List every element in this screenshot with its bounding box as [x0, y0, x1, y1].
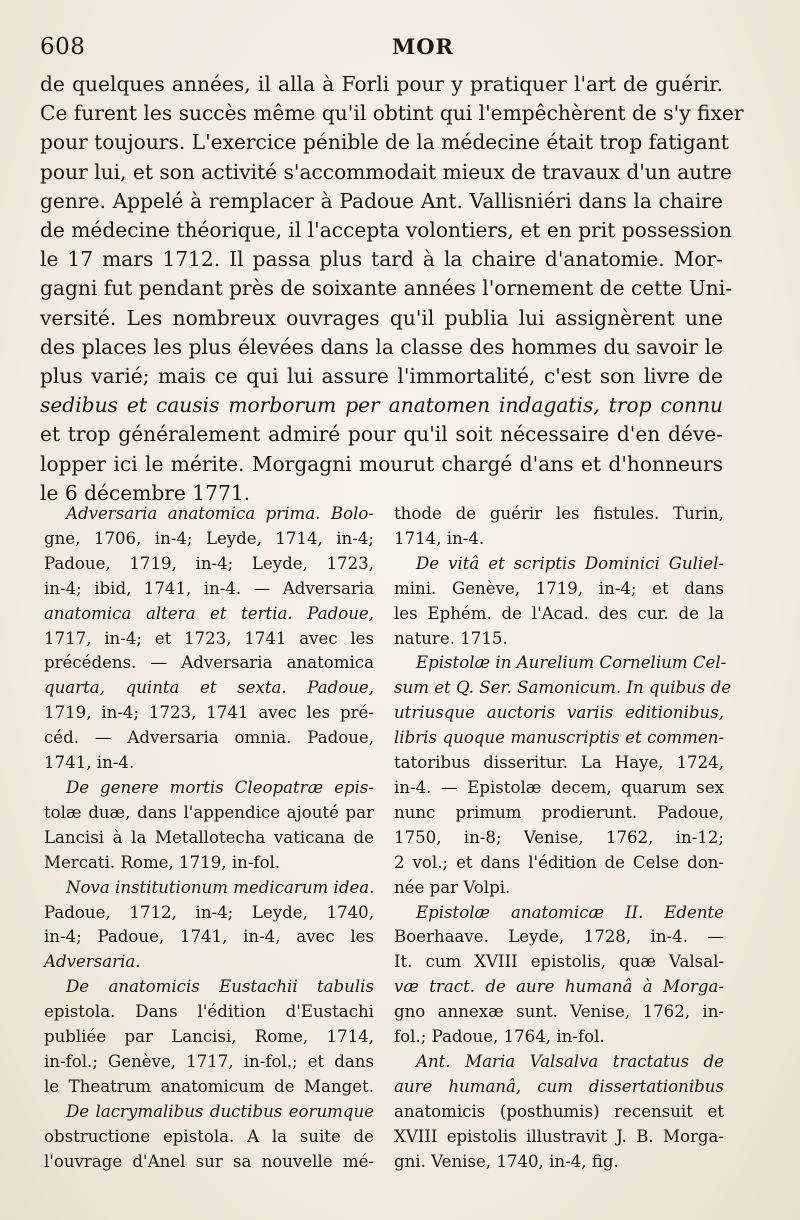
text-line: Ce furent les succès même qu'il obtint qui l'empêchèrent de s'y fixer	[40, 101, 744, 126]
page-header	[40, 34, 740, 70]
bibliography-line: in-4; ibid, 1741, in-4. — Adversaria	[44, 578, 374, 598]
text-line: le 6 décembre 1771.	[40, 480, 251, 505]
text-line: pour lui, et son activité s'accommodait mieux de travaux d'un autre	[40, 159, 732, 184]
bibliography-line: le Theatrum anatomicum de Manget.	[44, 1076, 374, 1096]
bibliography-line: fol.; Padoue, 1764, in-fol.	[394, 1027, 605, 1047]
bibliography-line: 1750, in-8; Venise, 1762, in-12;	[394, 827, 724, 847]
bibliography-line: Lancisi à la Metallotecha vaticana de	[44, 827, 374, 847]
bibliography-line: tolæ duæ, dans l'appendice ajouté par	[44, 802, 374, 822]
bibliography-line: tatoribus disseritur. La Haye, 1724,	[394, 753, 724, 773]
bibliography-line: Adversaria.	[44, 952, 141, 972]
bibliography-line: utriusque auctoris variis editionibus,	[394, 703, 724, 723]
bibliography-line: 1741, in-4.	[44, 753, 135, 773]
bibliography-line: De genere mortis Cleopatræ epis-	[66, 777, 374, 797]
text-line: lopper ici le mérite. Morgagni mourut chargé d'ans et d'honneurs	[40, 451, 723, 476]
bibliography-line: née par Volpi.	[394, 877, 511, 897]
text-line: versité. Les nombreux ouvrages qu'il publia lui assignèrent une	[40, 305, 723, 330]
biography-paragraph	[40, 70, 744, 508]
bibliography-line: 2 vol.; et dans l'édition de Celse don-	[394, 852, 724, 872]
bibliography-right-column	[394, 502, 732, 1174]
bibliography-line: Epistolæ anatomicæ II. Edente	[416, 902, 724, 922]
bibliography-line: gno annexæ sunt. Venise, 1762, in-	[394, 1002, 724, 1022]
bibliography-line: céd. — Adversaria omnia. Padoue,	[44, 728, 374, 748]
text-line: de quelques années, il alla à Forli pour y pratiquer l'art de guérir.	[40, 72, 723, 96]
bibliography-line: 1714, in-4.	[394, 528, 485, 548]
text-line: des places les plus élevées dans la classe des hommes du savoir le	[40, 334, 723, 359]
bibliography-line: 1719, in-4; 1723, 1741 avec les pré-	[44, 703, 374, 723]
bibliography-line: Padoue, 1719, in-4; Leyde, 1723,	[44, 553, 374, 573]
bibliography-line: nunc primum prodierunt. Padoue,	[394, 802, 724, 822]
bibliography-line: væ tract. de aure humanâ à Morga-	[394, 977, 724, 997]
text-line: et trop généralement admiré pour qu'il soit nécessaire d'en déve-	[40, 422, 723, 447]
bibliography-line: l'ouvrage d'Anel sur sa nouvelle mé-	[44, 1151, 374, 1171]
bibliography-line: in-fol.; Genève, 1717, in-fol.; et dans	[44, 1051, 374, 1071]
bibliography-line: De lacrymalibus ductibus eorumque	[66, 1101, 374, 1121]
bibliography-line: De anatomicis Eustachii tabulis	[66, 977, 374, 997]
text-line: pour toujours. L'exercice pénible de la médecine était trop fatigant	[40, 130, 729, 155]
bibliography-line: Nova institutionum medicarum idea.	[66, 877, 375, 897]
bibliography-line: mini. Genève, 1719, in-4; et dans	[394, 578, 724, 598]
bibliography-line: Mercati. Rome, 1719, in-fol.	[44, 852, 281, 872]
bibliography-line: aure humanâ, cum dissertationibus	[394, 1076, 724, 1096]
bibliography-line: anatomicis (posthumis) recensuit et	[394, 1101, 724, 1121]
bibliography-line: De vitâ et scriptis Dominici Guliel-	[416, 553, 724, 573]
bibliography-line: les Ephém. de l'Acad. des cur. de la	[394, 603, 724, 623]
page-number: 608	[40, 34, 86, 60]
bibliography-line: in-4. — Epistolæ decem, quarum sex	[394, 777, 724, 797]
bibliography-line: epistola. Dans l'édition d'Eustachi	[44, 1002, 374, 1022]
text-line: sedibus et causis morborum per anatomen indagatis, trop connu	[40, 393, 723, 418]
bibliography-line: gni. Venise, 1740, in-4, fig.	[394, 1151, 619, 1171]
text-line: genre. Appelé à remplacer à Padoue Ant. Vallisniéri dans la chaire	[40, 188, 723, 213]
text-line: gagni fut pendant près de soixante années l'ornement de cette Uni-	[40, 276, 733, 301]
text-line: le 17 mars 1712. Il passa plus tard à la chaire d'anatomie. Mor-	[40, 247, 723, 272]
bibliography-line: Ant. Maria Valsalva tractatus de	[416, 1051, 724, 1071]
text-line: plus varié; mais ce qui lui assure l'immortalité, c'est son livre de	[40, 364, 723, 389]
bibliography-line: libris quoque manuscriptis et commen-	[394, 728, 724, 748]
bibliography-left-column	[44, 502, 374, 1174]
bibliography-line: Boerhaave. Leyde, 1728, in-4. —	[394, 927, 724, 947]
text-line: de médecine théorique, il l'accepta volontiers, et en prit possession	[40, 218, 732, 243]
bibliography-line: nature. 1715.	[394, 628, 508, 648]
bibliography-line: It. cum XVIII epistolis, quæ Valsal-	[394, 952, 724, 972]
bibliography-line: obstructione epistola. A la suite de	[44, 1126, 374, 1146]
bibliography-line: publiée par Lancisi, Rome, 1714,	[44, 1027, 374, 1047]
bibliography-columns	[44, 502, 732, 1202]
bibliography-line: in-4; Padoue, 1741, in-4, avec les	[44, 927, 374, 947]
bibliography-line: XVIII epistolis illustravit J. B. Morga-	[394, 1126, 724, 1146]
bibliography-line: thode de guérir les fistules. Turin,	[394, 504, 724, 523]
bibliography-line: Epistolæ in Aurelium Cornelium Cel-	[416, 653, 727, 673]
bibliography-line: Adversaria anatomica prima. Bolo-	[66, 504, 374, 523]
bibliography-line: quarta, quinta et sexta. Padoue,	[44, 678, 374, 698]
running-head: MOR	[392, 34, 454, 59]
bibliography-line: Padoue, 1712, in-4; Leyde, 1740,	[44, 902, 374, 922]
bibliography-line: 1717, in-4; et 1723, 1741 avec les	[44, 628, 374, 648]
bibliography-line: gne, 1706, in-4; Leyde, 1714, in-4;	[44, 528, 374, 548]
bibliography-line: sum et Q. Ser. Samonicum. In quibus de	[394, 678, 732, 698]
bibliography-line: précédens. — Adversaria anatomica	[44, 653, 374, 673]
bibliography-line: anatomica altera et tertia. Padoue,	[44, 603, 374, 623]
